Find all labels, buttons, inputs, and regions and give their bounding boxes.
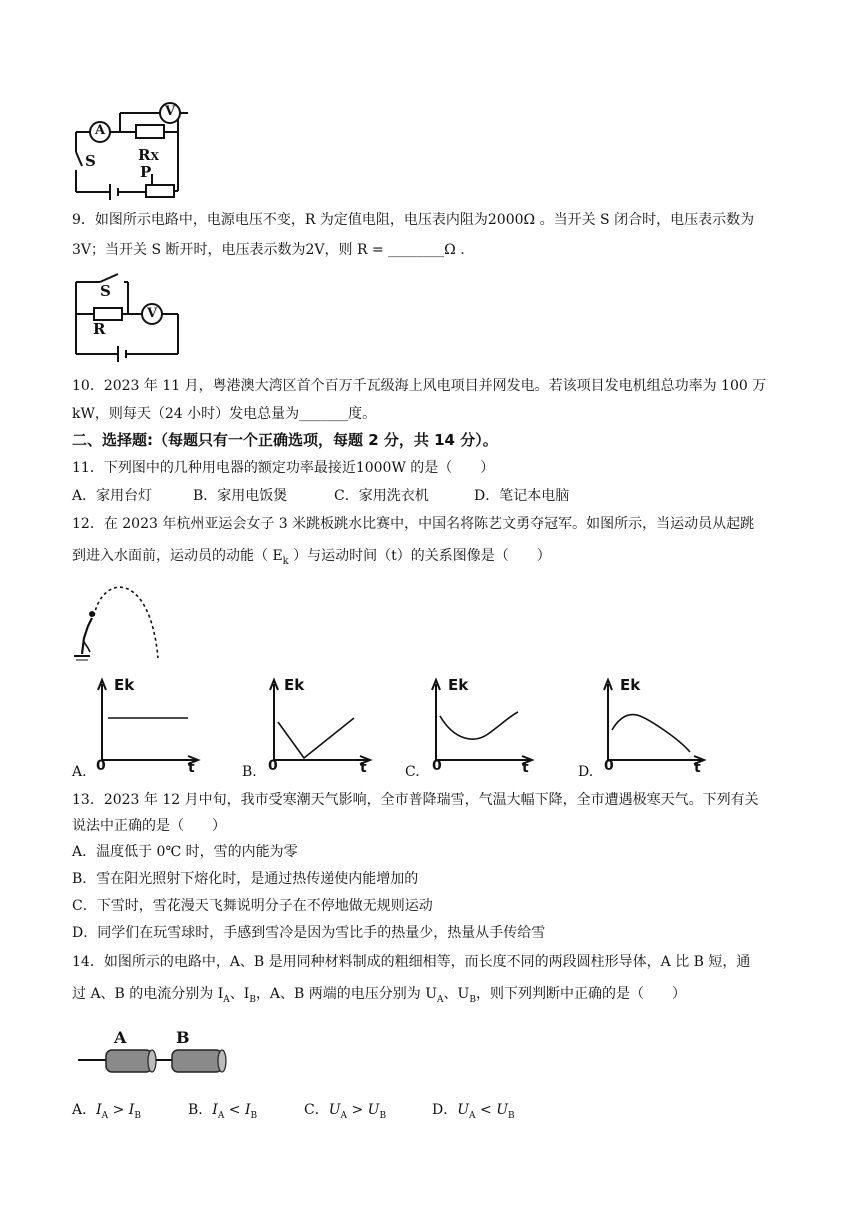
graph-c-ylabel-k: k <box>458 676 469 694</box>
switch-label: S <box>85 152 96 170</box>
q11-option-c[interactable]: C．家用洗衣机 <box>334 488 429 504</box>
graph-d-ylabel-k: k <box>630 676 641 694</box>
q12-line-1: 12．在 2023 年杭州亚运会女子 3 米跳板跳水比赛中，中国名将陈艺文勇夺冠军。如图所示，当运动员从起跳 <box>72 516 755 532</box>
q11-option-b[interactable]: B．家用电饭煲 <box>193 488 288 504</box>
resistor-label-2: R <box>93 320 106 338</box>
graph-b-axes <box>264 676 374 766</box>
q12-line-2-a: 到进入水面前，运动员的动能（ E <box>72 548 283 564</box>
ammeter-label: A <box>95 123 106 138</box>
graph-a-ylabel-e: E <box>114 676 125 694</box>
graph-d-origin: 0 <box>604 758 614 774</box>
q14-option-c[interactable]: C．$U_A > U_B$ <box>304 1102 387 1121</box>
q14-line-2-a: 过 A、B 的电流分别为 I <box>72 986 224 1002</box>
q14-option-d[interactable]: D．$U_A < U_B$ <box>432 1102 515 1121</box>
q12-line-2-b: ）与运动时间（t）的关系图像是（ ） <box>288 548 551 564</box>
graph-a-ylabel-k: k <box>124 676 135 694</box>
graph-c-letter: C. <box>405 764 420 780</box>
q9-line-1: 9．如图所示电路中，电源电压不变，R 为定值电阻，电压表内阻为2000Ω 。当开关 S 闭合时，电压表示数为 <box>72 212 755 228</box>
graph-b-origin: 0 <box>268 758 278 774</box>
q14-line-2: 过 A、B 的电流分别为 $I_A$、$I_B$，A、B 两端的电压分别为 $U_A$、$U_B$，则下列判断中正确的是（ ） <box>72 986 686 1005</box>
graph-c-xlabel: t <box>522 760 529 776</box>
graph-b-letter: B. <box>242 764 257 780</box>
graph-a-letter: A. <box>72 764 87 780</box>
diver-trajectory-figure <box>72 580 172 666</box>
circuit-diagram-2 <box>72 272 184 362</box>
section-2-title: 二、选择题:（每题只有一个正确选项，每题 2 分，共 14 分）。 <box>72 431 498 449</box>
graph-b-xlabel: t <box>360 760 367 776</box>
graph-c-axes <box>426 676 536 766</box>
conductor-a-label: A <box>114 1028 127 1047</box>
voltmeter-label: V <box>165 104 176 119</box>
q11-option-a[interactable]: A．家用台灯 <box>72 488 153 504</box>
q10-line-2: kW，则每天（24 小时）发电总量为_______度。 <box>72 406 377 422</box>
q12-line-2-sub: k <box>282 555 289 567</box>
graph-c-origin: 0 <box>432 758 442 774</box>
conductor-b-label: B <box>176 1028 190 1047</box>
graph-d-xlabel: t <box>694 760 701 776</box>
graph-a-ylabel <box>114 676 134 694</box>
q9-line-2: 3V；当开关 S 断开时，电压表示数为2V，则 R = ________Ω . <box>72 242 465 258</box>
q13-line-1: 13．2023 年 12 月中旬，我市受寒潮天气影响，全市普降瑞雪，气温大幅下降，全市遭遇极寒天气。下列有关 <box>72 792 759 808</box>
rx-letter: R <box>138 146 151 164</box>
graph-d-letter: D. <box>578 764 594 780</box>
graph-b-ylabel-e: E <box>284 676 295 694</box>
graph-a-origin: 0 <box>96 758 106 774</box>
rx-label <box>138 146 159 164</box>
q14-line-1: 14．如图所示的电路中，A、B 是用同种材料制成的粗细相等，而长度不同的两段圆柱形导体，A 比 B 短，通 <box>72 954 751 970</box>
q12-line-2 <box>72 546 551 572</box>
graph-a-xlabel: t <box>188 760 195 776</box>
q14-option-b[interactable]: B．$I_A < I_B$ <box>188 1102 258 1121</box>
graph-b-ylabel <box>284 676 304 694</box>
q14-line-2-b: ，A、B 两端的电压分别为 U <box>255 986 438 1002</box>
switch-label-2: S <box>100 282 111 300</box>
q13-option-a[interactable]: A．温度低于 0℃ 时，雪的内能为零 <box>72 844 298 860</box>
q14-option-a[interactable]: A．$I_A > I_B$ <box>72 1102 141 1121</box>
q13-option-c[interactable]: C．下雪时，雪花漫天飞舞说明分子在不停地做无规则运动 <box>72 898 433 914</box>
conductor-figure <box>78 1036 228 1082</box>
graph-b-ylabel-k: k <box>294 676 305 694</box>
q10-line-1: 10．2023 年 11 月，粤港澳大湾区首个百万千瓦级海上风电项目并网发电。若该项目发电机组总功率为 100 万 <box>72 378 767 394</box>
q11-option-d[interactable]: D．笔记本电脑 <box>474 488 570 504</box>
graph-c-ylabel <box>448 676 468 694</box>
q13-option-b[interactable]: B．雪在阳光照射下熔化时，是通过热传递使内能增加的 <box>72 871 419 887</box>
slider-label: P <box>140 163 152 181</box>
q13-line-2: 说法中正确的是（ ） <box>72 818 226 834</box>
graph-a-axes <box>92 676 202 766</box>
graph-d-axes <box>598 676 708 766</box>
graph-c-ylabel-e: E <box>448 676 459 694</box>
q13-option-d[interactable]: D．同学们在玩雪球时，手感到雪冷是因为雪比手的热量少，热量从手传给雪 <box>72 925 546 941</box>
q11-stem: 11．下列图中的几种用电器的额定功率最接近1000W 的是（ ） <box>72 460 495 476</box>
q14-line-2-c: ，则下列判断中正确的是（ ） <box>475 986 686 1002</box>
graph-d-ylabel <box>620 676 640 694</box>
rx-subscript: X <box>150 150 160 163</box>
voltmeter-label-2: V <box>147 306 158 321</box>
graph-d-ylabel-e: E <box>620 676 631 694</box>
